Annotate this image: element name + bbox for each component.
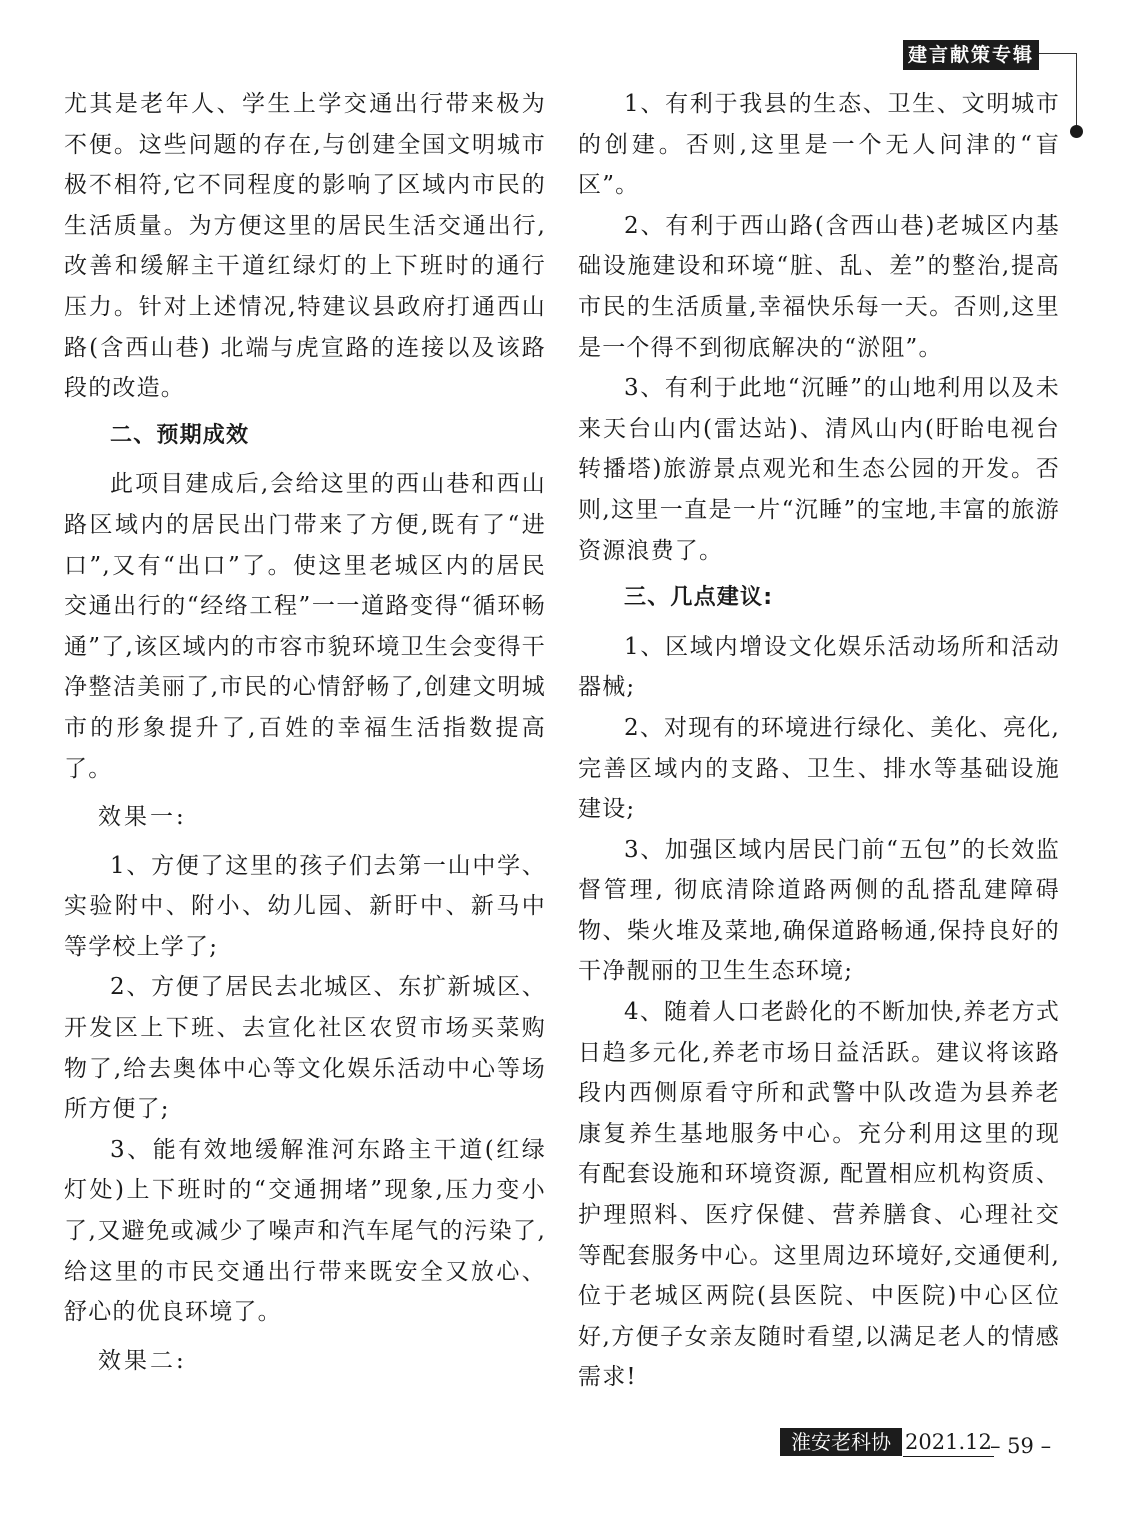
- section-tag: 建言献策专辑: [903, 40, 1039, 70]
- issue-date: 2021.12: [903, 1428, 994, 1457]
- section-heading: 二、预期成效: [110, 422, 250, 448]
- page-number: – 59 –: [990, 1434, 1052, 1458]
- paragraph: 3、能有效地缓解淮河东路主干道(红绿灯处)上下班时的“交通拥堵”现象,压力变小了,又避免或减少了噪声和汽车尾气的污染了,给这里的市民交通出行带来既安全又放心、舒心的优良环境了。: [64, 1136, 546, 1326]
- paragraph: 2、有利于西山路(含西山巷)老城区内基础设施建设和环境“脏、乱、差”的整治,提高市民的生活质量,幸福快乐每一天。否则,这里是一个得不到彻底解决的“淤阻”。: [578, 212, 1060, 361]
- header-rule-vertical: [1076, 53, 1077, 131]
- right-column: [578, 84, 1060, 1398]
- paragraph: 3、有利于此地“沉睡”的山地利用以及未来天台山内(雷达站)、清风山内(盱眙电视台转播塔)旅游景点观光和生态公园的开发。否则,这里一直是一片“沉睡”的宝地,丰富的旅游资源浪费了。: [578, 375, 1060, 564]
- paragraph: 1、区域内增设文化娱乐活动场所和活动器械;: [578, 633, 1060, 701]
- header-bullet-dot: [1070, 125, 1083, 138]
- left-column: [64, 84, 546, 1389]
- subheading: 效果二:: [98, 1347, 187, 1374]
- subheading: 效果一:: [98, 804, 187, 831]
- paragraph: 1、有利于我县的生态、卫生、文明城市的创建。否则,这里是一个无人问津的“盲区”。: [578, 91, 1060, 199]
- paragraph: 4、随着人口老龄化的不断加快,养老方式日趋多元化,养老市场日益活跃。建议将该路段内西侧原看守所和武警中队改造为县养老康复养生基地服务中心。充分利用这里的现有配套设施和环境资源, 配置相应机构资质、护理照料、医疗保健、营养膳食、心理社交等配套服务中心。这里周边环境好,交通便利,位于老城区两院(县医院、中医院)中心区位好,方便子女亲友随时看望,以满足老人的情感需求!: [578, 999, 1060, 1391]
- paragraph: 2、方便了居民去北城区、东扩新城区、开发区上下班、去宣化社区农贸市场买菜购物了,给去奥体中心等文化娱乐活动中心等场所方便了;: [64, 974, 546, 1123]
- paragraph: 此项目建成后,会给这里的西山巷和西山路区域内的居民出门带来了方便,既有了“进口”,又有“出口”了。使这里老城区内的居民交通出行的“经络工程”一一道路变得“循环畅通”了,该区域内的市容市貌环境卫生会变得干净整洁美丽了,市民的心情舒畅了,创建文明城市的形象提升了,百姓的幸福生活指数提高了。: [64, 471, 546, 782]
- paragraph: 1、方便了这里的孩子们去第一山中学、实验附中、附小、幼儿园、新盱中、新马中等学校上学了;: [64, 852, 546, 960]
- paragraph: 3、加强区域内居民门前“五包”的长效监督管理, 彻底清除道路两侧的乱搭乱建障碍物、柴火堆及菜地,确保道路畅通,保持良好的干净靓丽的卫生生态环境;: [578, 836, 1060, 985]
- paragraph: 2、对现有的环境进行绿化、美化、亮化,完善区域内的支路、卫生、排水等基础设施建设;: [578, 714, 1060, 823]
- header-rule-horizontal: [1039, 53, 1076, 54]
- journal-name: 淮安老科协: [780, 1428, 902, 1456]
- section-heading: 三、几点建议:: [624, 585, 774, 611]
- paragraph: 尤其是老年人、学生上学交通出行带来极为不便。这些问题的存在,与创建全国文明城市极不相符,它不同程度的影响了区域内市民的生活质量。为方便这里的居民生活交通出行,改善和缓解主干道红绿灯的上下班时的通行压力。针对上述情况,特建议县政府打通西山路(含西山巷) 北端与虎宣路的连接以及该路段的改造。: [64, 91, 546, 402]
